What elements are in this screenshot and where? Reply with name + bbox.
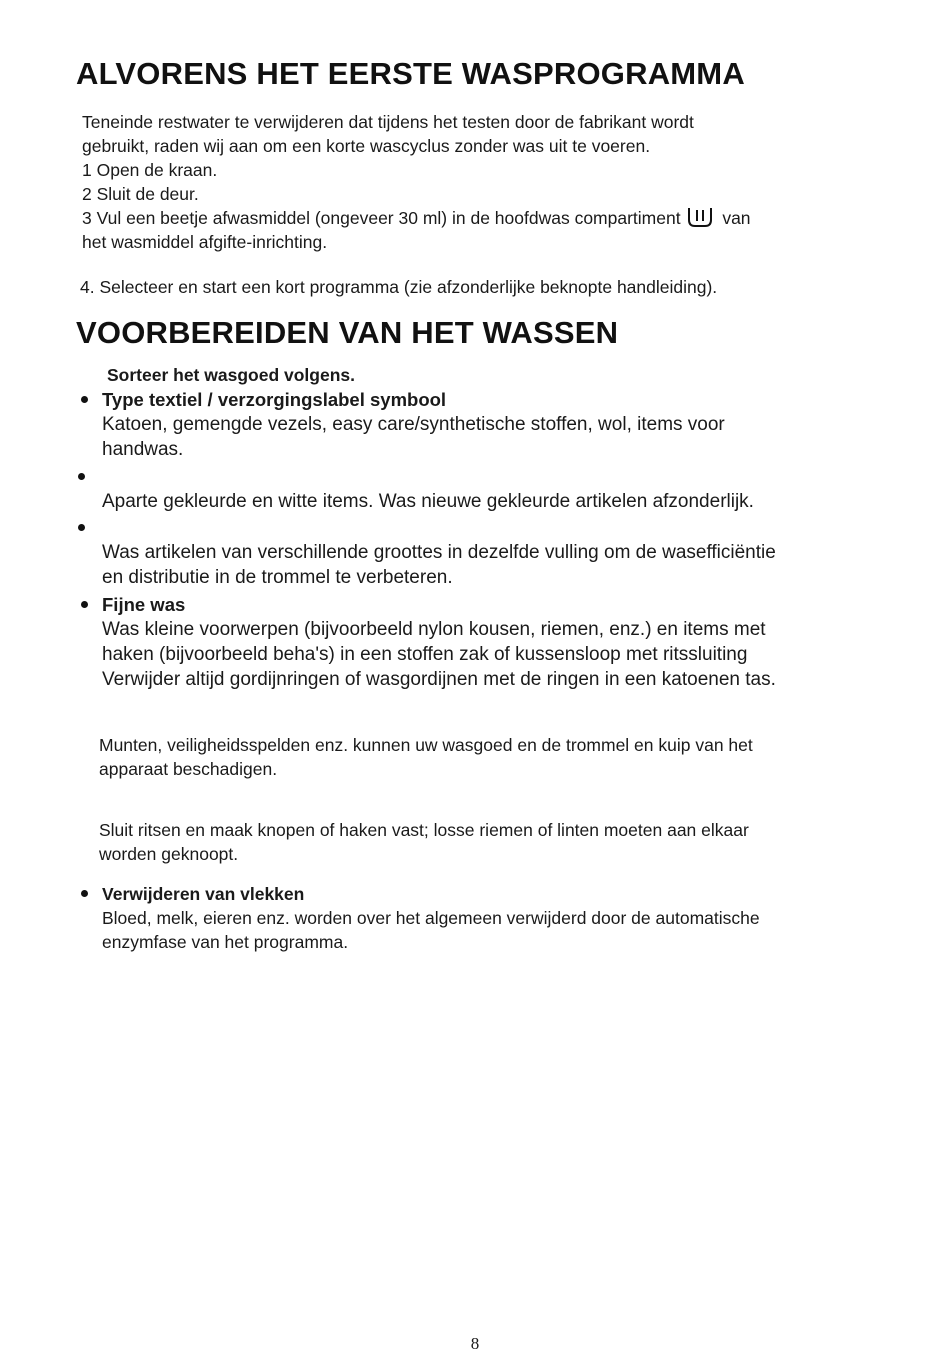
section-title-first-wash: ALVORENS HET EERSTE WASPROGRAMMA bbox=[76, 56, 745, 91]
step-1: 1 Open de kraan. bbox=[82, 160, 218, 180]
bullet-dot bbox=[78, 473, 85, 480]
note-zips-line-1: Sluit ritsen en maak knopen of haken vast; losse riemen of linten moeten aan elkaar bbox=[99, 820, 749, 840]
section-title-preparing: VOORBEREIDEN VAN HET WASSEN bbox=[76, 315, 619, 350]
main-wash-compartment-icon bbox=[687, 207, 713, 227]
item-stains-line-2: enzymfase van het programma. bbox=[102, 932, 349, 952]
step-2: 2 Sluit de deur. bbox=[82, 184, 199, 204]
bullet-dot bbox=[81, 601, 88, 608]
step-4: 4. Selecteer en start een kort programma (zie afzonderlijke beknopte handleiding). bbox=[80, 277, 718, 297]
item-sizes-line-1: Was artikelen van verschillende groottes in dezelfde vulling om de wasefficiëntie bbox=[102, 542, 776, 563]
bullet-dot bbox=[81, 396, 88, 403]
item-delicates-line-2: haken (bijvoorbeeld beha's) in een stoffen zak of kussensloop met ritssluiting bbox=[102, 644, 748, 665]
note-zips-line-2: worden geknoopt. bbox=[99, 844, 239, 864]
step-3-line-2: het wasmiddel afgifte-inrichting. bbox=[82, 232, 328, 252]
item-colours-line-1: Aparte gekleurde en witte items. Was nieuwe gekleurde artikelen afzonderlijk. bbox=[102, 491, 754, 512]
item-stains-line-1: Bloed, melk, eieren enz. worden over het algemeen verwijderd door de automatische bbox=[102, 908, 760, 928]
bullet-dot bbox=[81, 890, 88, 897]
sort-heading: Sorteer het wasgoed volgens. bbox=[107, 365, 355, 385]
note-coins-line-1: Munten, veiligheidsspelden enz. kunnen uw wasgoed en de trommel en kuip van het bbox=[99, 735, 753, 755]
item-textile-line-1: Katoen, gemengde vezels, easy care/synthetische stoffen, wol, items voor bbox=[102, 414, 725, 435]
intro-line-2: gebruikt, raden wij aan om een korte wascyclus zonder was uit te voeren. bbox=[82, 136, 651, 156]
item-textile-heading: Type textiel / verzorgingslabel symbool bbox=[102, 389, 447, 410]
bullet-dot bbox=[78, 524, 85, 531]
item-delicates-line-1: Was kleine voorwerpen (bijvoorbeeld nylon kousen, riemen, enz.) en items met bbox=[102, 619, 766, 640]
step-3-text-end: van bbox=[722, 208, 751, 228]
note-coins-line-2: apparaat beschadigen. bbox=[99, 759, 278, 779]
item-textile-line-2: handwas. bbox=[102, 439, 184, 460]
step-3 bbox=[82, 206, 751, 230]
item-stains-heading: Verwijderen van vlekken bbox=[102, 884, 305, 904]
page-number: 8 bbox=[470, 1334, 480, 1353]
item-delicates-heading: Fijne was bbox=[102, 594, 186, 615]
item-sizes-line-2: en distributie in de trommel te verbeteren. bbox=[102, 567, 453, 588]
step-3-text: 3 Vul een beetje afwasmiddel (ongeveer 30 ml) in de hoofdwas compartiment bbox=[82, 208, 681, 228]
intro-line-1: Teneinde restwater te verwijderen dat tijdens het testen door de fabrikant wordt bbox=[82, 112, 694, 132]
item-delicates-line-3: Verwijder altijd gordijnringen of wasgordijnen met de ringen in een katoenen tas. bbox=[102, 669, 776, 690]
